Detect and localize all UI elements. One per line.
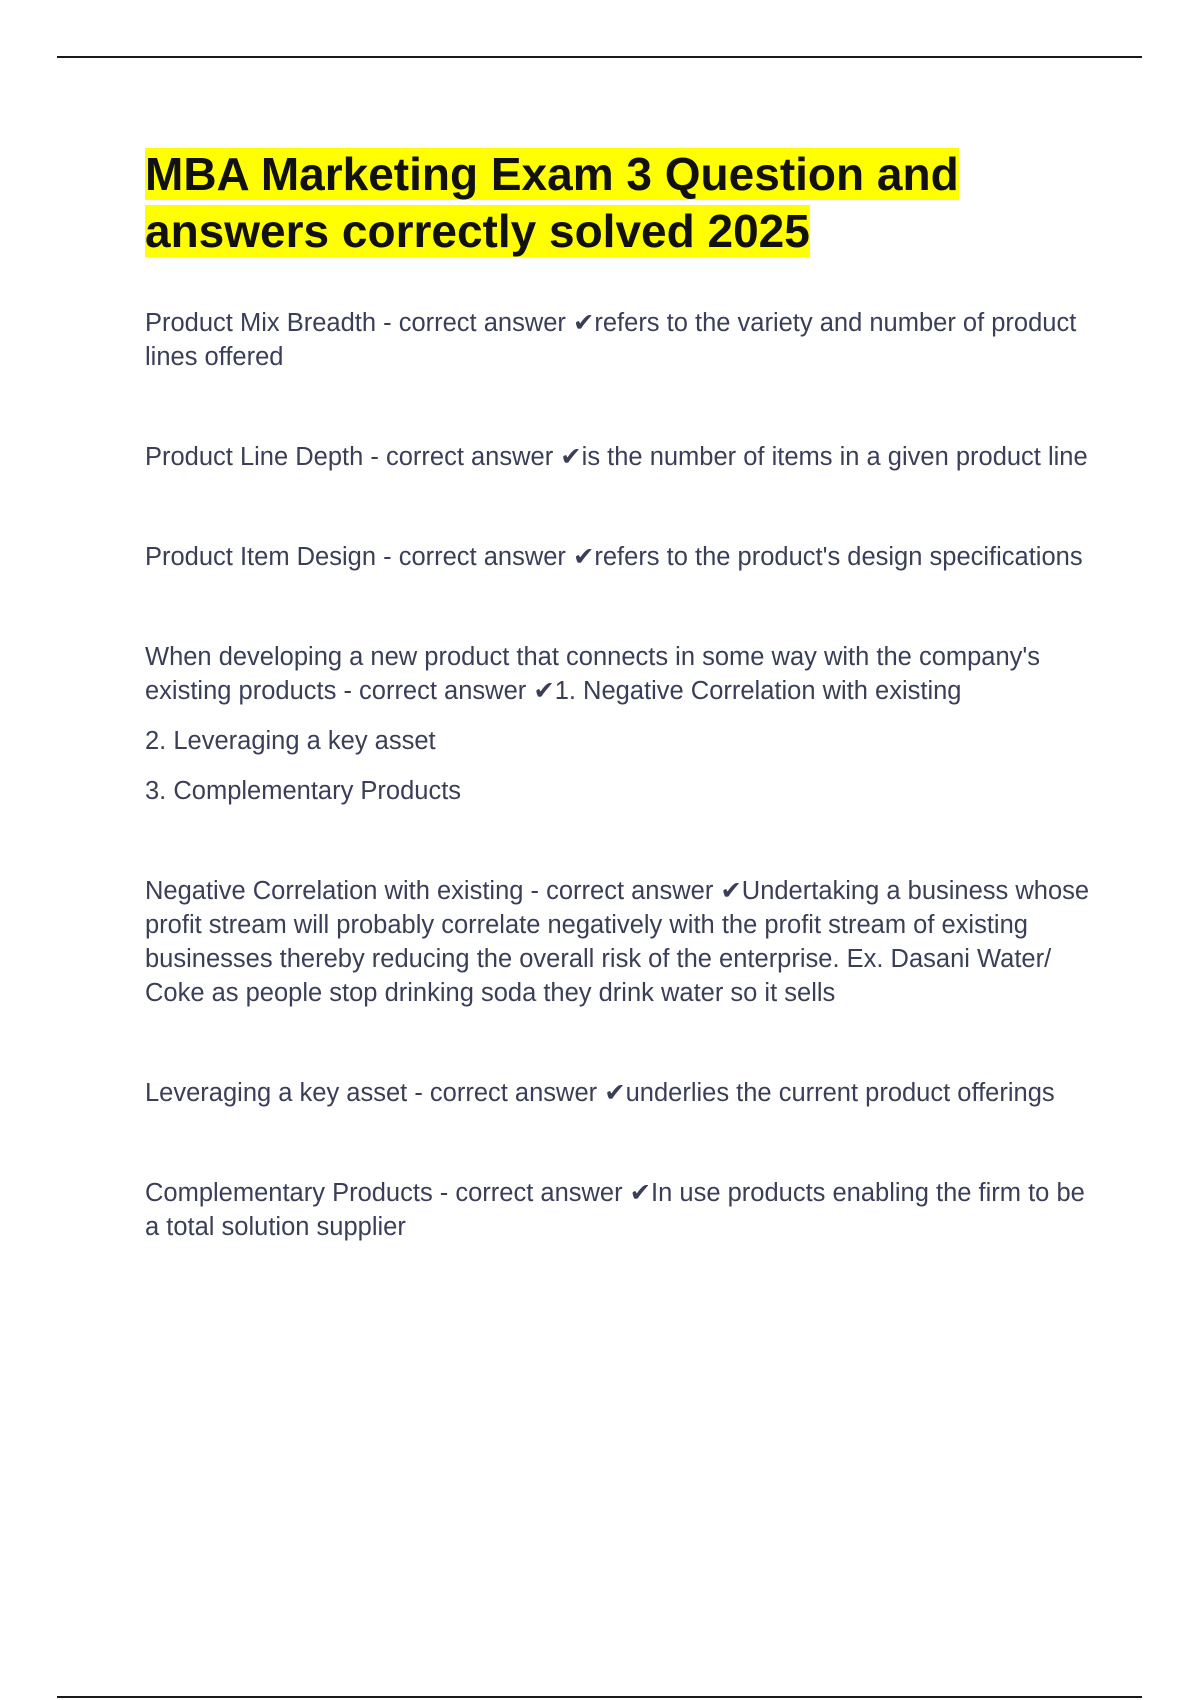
answer-separator: - correct answer <box>376 543 573 571</box>
document-body <box>145 146 1105 1244</box>
qa-entry <box>145 640 1105 708</box>
checkmark-icon: ✔ <box>604 1079 626 1107</box>
question-term: Complementary Products <box>145 1179 433 1207</box>
checkmark-icon: ✔ <box>533 677 555 705</box>
answer-text: refers to the product's design specifications <box>594 543 1083 571</box>
qa-entry <box>145 540 1105 574</box>
question-term: Product Item Design <box>145 543 377 571</box>
qa-entry <box>145 1076 1105 1110</box>
answer-separator: - correct answer <box>376 309 573 337</box>
answer-separator: - correct answer <box>363 443 561 471</box>
answer-text: underlies the current product offerings <box>625 1079 1055 1107</box>
answer-text: refers to the variety and number of product lines offered <box>145 309 1077 371</box>
answer-list-item: 2. Leveraging a key asset <box>145 727 436 755</box>
checkmark-icon: ✔ <box>629 1179 652 1207</box>
answer-separator: - correct answer <box>407 1079 605 1107</box>
question-term: Leveraging a key asset <box>145 1079 408 1107</box>
question-term: Product Line Depth <box>145 443 364 471</box>
qa-entry <box>145 1176 1105 1244</box>
title-highlight: MBA Marketing Exam 3 Question and answers correctly solved 2025 <box>145 148 959 257</box>
checkmark-icon: ✔ <box>573 543 595 571</box>
qa-entry <box>145 874 1105 1010</box>
document-title <box>145 146 1105 260</box>
question-term: Negative Correlation with existing <box>145 877 524 905</box>
checkmark-icon: ✔ <box>560 443 582 471</box>
top-divider <box>57 56 1142 58</box>
checkmark-icon: ✔ <box>720 877 742 905</box>
answer-text: Undertaking a business whose profit stream will probably correlate negatively with the profit stream of existing businesses thereby reducing the overall risk of the enterprise. Ex. Dasani Water/ Coke as people stop drinking soda they drink water so it sells <box>145 877 1090 1007</box>
qa-entry <box>145 306 1105 374</box>
checkmark-icon: ✔ <box>573 309 595 337</box>
bottom-divider <box>57 1696 1142 1698</box>
answer-list-item: 3. Complementary Products <box>145 777 462 805</box>
answer-separator: - correct answer <box>432 1179 630 1207</box>
answer-text: In use products enabling the firm to be a total solution supplier <box>145 1179 1085 1241</box>
question-term: Product Mix Breadth <box>145 309 377 337</box>
answer-text: is the number of items in a given product line <box>581 443 1088 471</box>
answer-separator: - correct answer <box>523 877 721 905</box>
qa-entry <box>145 440 1105 474</box>
answer-separator: - correct answer <box>336 677 534 705</box>
question-term: When developing a new product that connects in some way with the company's existing products <box>145 643 1041 705</box>
answer-text: 1. Negative Correlation with existing <box>554 677 962 705</box>
